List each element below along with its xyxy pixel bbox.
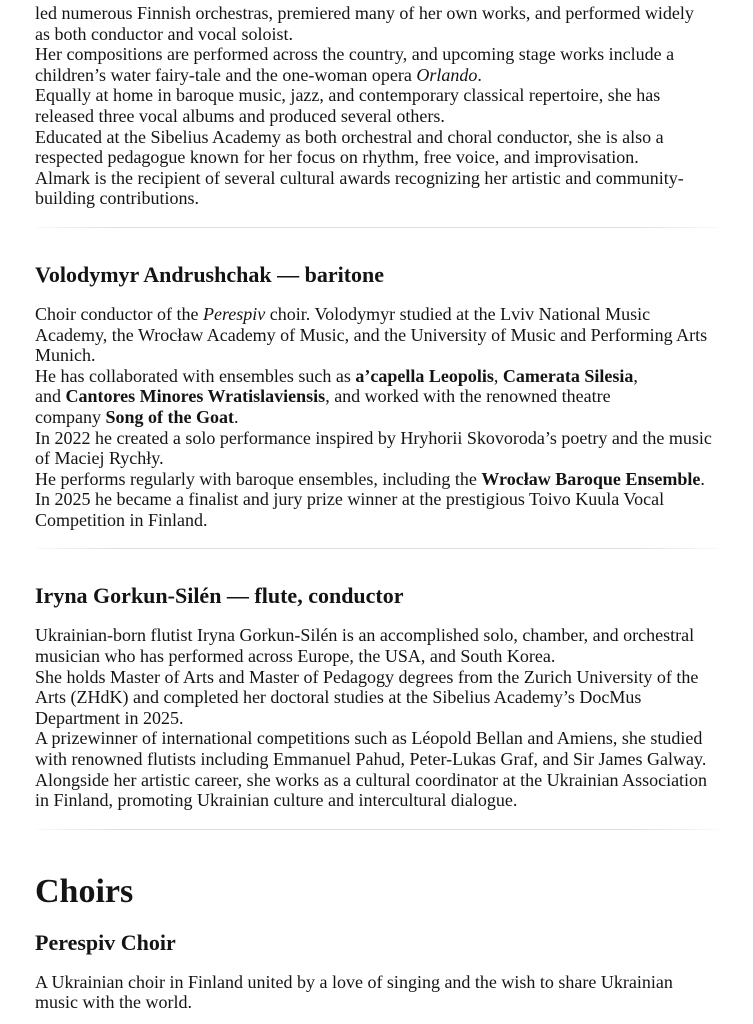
perespiv-choir-paragraph (35, 972, 718, 1013)
text-run: musician who has performed across Europe, the USA, and South Korea. (35, 646, 556, 667)
text-run: He has collaborated with ensembles such as (35, 365, 356, 386)
iryna-bio-paragraph (35, 625, 718, 810)
italic-text-run: Orlando (416, 64, 478, 85)
text-run: . (234, 406, 239, 427)
volodymyr-bio-paragraph (35, 304, 718, 531)
text-run: Alongside her artistic career, she works as a cultural coordinator at the Ukrainian Association (35, 769, 708, 790)
text-run: Educated at the Sibelius Academy as both orchestral and choral conductor, she is also a (35, 126, 664, 147)
text-run: , (633, 365, 638, 386)
text-run: Arts (ZHdK) and completed her doctoral studies at the Sibelius Academy’s DocMus (35, 687, 642, 708)
text-run: respected pedagogue known for her focus on rhythm, free voice, and improvisation. (35, 147, 639, 168)
section-divider (35, 548, 718, 549)
italic-text-run: Perespiv (202, 303, 266, 324)
text-run: In 2025 he became a finalist and jury prize winner at the prestigious Toivo Kuula Vocal (35, 489, 665, 510)
text-run: . (477, 64, 482, 85)
text-run: Academy, the Wrocław Academy of Music, and the University of Music and Performing Arts (35, 324, 708, 345)
text-run: She holds Master of Arts and Master of Pedagogy degrees from the Zurich University of the (35, 666, 699, 687)
text-run: Her compositions are performed across the country, and upcoming stage works include a (35, 44, 675, 65)
text-run: as both conductor and vocal soloist. (35, 23, 293, 44)
text-run: , (493, 365, 503, 386)
text-run: Munich. (35, 345, 96, 366)
text-run: Department in 2025. (35, 707, 184, 728)
bold-text-run: Song of the Goat (105, 406, 234, 427)
text-run: A Ukrainian choir in Finland united by a love of singing and the wish to share Ukrainian (35, 971, 673, 992)
text-run: , and worked with the renowned theatre (325, 386, 611, 407)
text-run: . (700, 468, 705, 489)
bold-text-run: Camerata Silesia (502, 365, 634, 386)
text-run: in Finland, promoting Ukrainian culture and intercultural dialogue. (35, 790, 518, 811)
bold-text-run: Wrocław Baroque Ensemble (481, 468, 701, 489)
text-run: children’s water fairy-tale and the one-woman opera (35, 64, 417, 85)
text-run: Competition in Finland. (35, 509, 208, 530)
almark-bio-paragraph (35, 3, 718, 209)
section-divider (35, 829, 718, 830)
text-run: building contributions. (35, 188, 199, 209)
text-run: He performs regularly with baroque ensembles, including the (35, 468, 482, 489)
text-run: company (35, 406, 106, 427)
text-run: Ukrainian-born flutist Iryna Gorkun-Silén is an accomplished solo, chamber, and orchestral (35, 625, 695, 646)
choir-heading-perespiv: Perespiv Choir (35, 929, 176, 955)
text-run: with renowned flutists including Emmanuel Pahud, Peter-Lukas Graf, and Sir James Galway. (35, 749, 707, 770)
text-run: A prizewinner of international competitions such as Léopold Bellan and Amiens, she studied (35, 728, 703, 749)
text-run: Choir conductor of the (35, 303, 203, 324)
section-divider (35, 227, 718, 228)
text-run: led numerous Finnish orchestras, premiered many of her own works, and performed widely (35, 3, 694, 23)
bold-text-run: a’capella Leopolis (355, 365, 494, 386)
musician-heading-volodymyr: Volodymyr Andrushchak — baritone (35, 261, 385, 287)
text-run: Almark is the recipient of several cultural awards recognizing her artistic and community- (35, 167, 684, 188)
text-run: released three vocal albums and produced several others. (35, 105, 445, 126)
text-run: of Maciej Rychły. (35, 448, 164, 469)
text-run: Equally at home in baroque music, jazz, and contemporary classical repertoire, she has (35, 85, 661, 106)
bold-text-run: Cantores Minores Wratislaviensis (65, 386, 326, 407)
text-run: music with the world. (35, 992, 192, 1013)
musician-heading-iryna: Iryna Gorkun-Silén — flute, conductor (35, 583, 404, 609)
page-heading-choirs: Choirs (35, 872, 134, 910)
text-run: choir. Volodymyr studied at the Lviv National Music (265, 303, 651, 324)
text-run: In 2022 he created a solo performance inspired by Hryhorii Skovoroda’s poetry and the music (35, 427, 712, 448)
text-run: and (35, 386, 66, 407)
